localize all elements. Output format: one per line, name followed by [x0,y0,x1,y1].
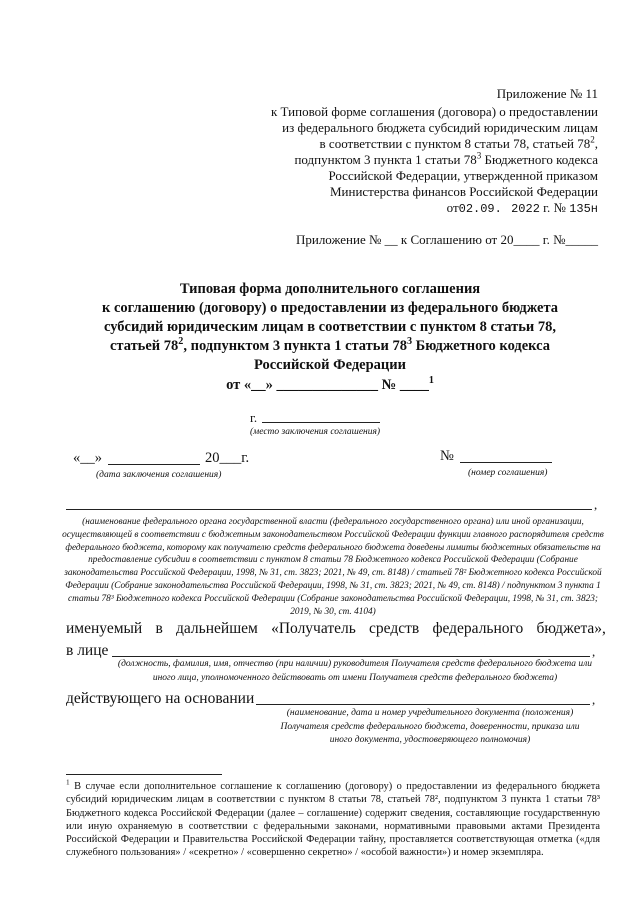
organization-caption: (наименование федерального органа государственной власти (федерального государственного органа) или иной организации, осуществляющей в соответствии с бюджетным законодательством Российской Федерации функции главного распорядителя средств федерального бюджета, которому как получателю средств федерального бюджета доведены лимиты бюджетных обязательств на предоставление субсидии в соответствии с пунктом 8 статьи 78 Бюджетного кодекса Российской Федерации (Собрание законодательства Российской Федерации, 1998, № 31, ст. 3823; 2021, № 49, ст. 8148) / статьей 78² Бюджетного кодекса Российской Федерации (Собрание законодательства Российской Федерации, 1998, № 31, ст. 3823; 2021, № 49, ст. 8148) / подпунктом 3 пункта 1 статьи 78³ Бюджетного кодекса Российской Федерации (Собрание законодательства Российской Федерации, 1998, № 31, ст. 3823; 2019, № 30, ст. 4104) [62,517,604,617]
footnote: $^1$ В случае если дополнительное соглашение к соглашению (договору) о предоставлении из федерального бюджета субсидий юридическим лицам в соответствии с пунктом 8 статьи 78, статьей 78², подпунктом 3 пункта 1 статьи 78³ Бюджетного кодекса Российской Федерации (далее – соглашение) содержит сведения, составляющие государственную или иную охраняемую в соответствии с федеральными законами, нормативными правовыми актами Президента Российской Федерации и Правительства Российской Федерации тайну, проставляется соответствующая отметка («для служебного пользования» / «секретно» / «совершенно секретно» / «особой важности») и номер экземпляра. [66,778,600,859]
place-caption: (место заключения соглашения) [250,427,381,437]
agreement-reference: Приложение № __ к Соглашению от 20____ г. №_____ [295,232,598,247]
title-date-line: от «__» ______________ № ____$^1$ [226,375,434,393]
date-line [108,464,200,465]
organization-line [66,509,592,510]
acting-label: действующего на основании [66,690,255,707]
title-line-1: Типовая форма дополнительного соглашения [179,281,481,297]
order-date-line: от02.09. 2022 г. № 135н [446,200,598,216]
header-line-1: к Типовой форме соглашения (договора) о предоставлении [270,104,598,119]
number-prefix: № [440,448,454,464]
title-line-3: субсидий юридическим лицам в соответствии с пунктом 8 статьи 78, [103,319,556,335]
place-prefix: г. [250,410,258,425]
header-line-2: из федерального бюджета субсидий юридическим лицам [282,120,598,135]
acting-caption: (наименование, дата и номер учредительного документа (положения) Получателя средств федерального бюджета, доверенности, приказа или иного документа, удостоверяющего полномочия) [280,708,580,745]
title-line-4: статьей $78^2$, подпунктом 3 пункта 1 статьи $78^3$ Бюджетного кодекса [109,336,551,354]
in-person-line [112,656,590,657]
title-line-5: Российской Федерации [253,357,406,373]
appendix-number: Приложение № 11 [496,86,598,101]
in-person-label: в лице [66,642,109,659]
in-person-caption: (должность, фамилия, имя, отчество (при наличии) руководителя Получателя средств федерального бюджета или иного лица, уполномоченного действовать от имени Получателя средств федерального бюджета) [117,659,593,683]
header-line-4: подпунктом 3 пункта 1 статьи $78^3$ Бюджетного кодекса [294,150,598,167]
number-caption: (номер соглашения) [468,468,548,478]
title-line-2: к соглашению (договору) о предоставлении из федерального бюджета [101,300,559,316]
date-quotes: «__» [73,450,102,466]
acting-line [256,704,590,705]
in-person-comma: , [592,644,596,659]
header-line-3: в соответствии с пунктом 8 статьи 78, статьей $78^2$, [319,134,598,151]
acting-comma: , [592,692,596,707]
date-year: 20___г. [205,450,250,466]
header-line-5: Российской Федерации, утвержденной приказом [328,168,598,183]
number-line [460,462,552,463]
place-line [262,422,380,423]
organization-comma: , [594,497,598,512]
footnote-separator [66,774,222,775]
footnote-ref: 1 [428,375,434,387]
named-line: именуемый в дальнейшем «Получатель средств федерального бюджета», [66,620,606,637]
date-caption: (дата заключения соглашения) [96,470,222,480]
header-line-6: Министерства финансов Российской Федерации [329,184,598,199]
